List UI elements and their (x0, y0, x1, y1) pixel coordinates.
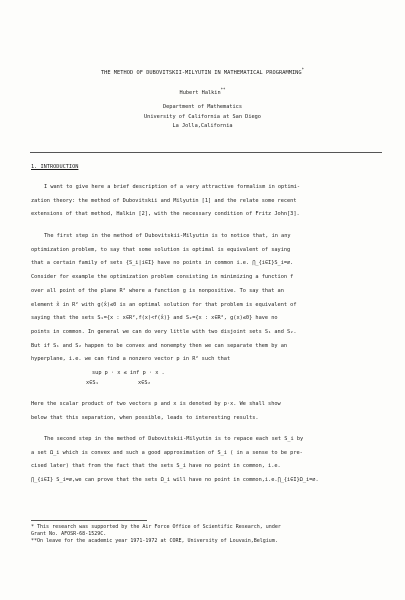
author-footnote-mark: ** (220, 87, 226, 92)
text-line: hyperplane, i.e. we can find a nonzero vector p in R² such that (31, 356, 231, 363)
equation-main: sup p · x ≤ inf p · x . (92, 370, 165, 376)
equation-sup-domain: x∈S₁ (86, 380, 99, 386)
text-line: ⋂_{i∈I} S_i=∅,we can prove that the sets Ω_i will have no point in common,i.e.⋂_{i∈I}Ω_i=∅. (31, 477, 319, 484)
footnotes (31, 520, 381, 545)
affiliation (0, 103, 405, 132)
paragraph-3 (31, 398, 381, 425)
text-line: But if S₁ and S₂ happen to be convex and nonempty then we can separate them by an (31, 342, 288, 349)
text-line: below that this separation, when possible, leads to interesting results. (31, 414, 259, 421)
text-line: zation theory: the method of Dubovitskii and Milyutin [1] and the relate some recent (31, 197, 297, 204)
paper-title (0, 66, 405, 77)
affiliation-line: La Jolla,California (172, 123, 233, 129)
footnote-line: * This research was supported by the Air Force Office of Scientific Research, under (31, 524, 281, 530)
footnote-divider (31, 520, 147, 521)
text-line: a set Ω_i which is convex and such a good approximation of S_i ( in a sense to be pre- (31, 449, 303, 456)
text-line: points in common. In general we can do very little with two disjoint sets S₁ and S₂. (31, 328, 297, 335)
text-line: saying that the sets S₁={x : x∈R²,f(x)<f(x̂)} and S₂={x : x∈R², g(x)≤0} have no (31, 315, 278, 322)
title-block (0, 66, 405, 132)
footnote-line: Grant No. AFOSR-68-1529C. (31, 531, 107, 537)
title-footnote-mark: * (301, 67, 305, 72)
text-line: Consider for example the optimization problem consisting in minimizing a function f (31, 274, 294, 281)
text-line: that a certain family of sets {S_i|i∈I} have no points in common i.e. ⋂_{i∈I}S_i=∅. (31, 260, 294, 267)
paper-title-text: THE METHOD OF DUBOVITSKII-MILYUTIN IN MATHEMATICAL PROGRAMMING (100, 70, 302, 76)
text-line: The second step in the method of Dubovitskii-Milyutin is to repace each set S_i by (44, 436, 304, 442)
section-heading: 1. INTRODUCTION (31, 164, 79, 170)
affiliation-line: University of California at San Diego (144, 113, 261, 120)
author-name (0, 86, 405, 97)
text-line: over all point of the plane R² where a function g is nonpositive. To say that an (31, 287, 284, 294)
header-divider (30, 152, 382, 153)
paragraph-2 (31, 230, 381, 367)
text-line: Here the scalar product of two vectors p and x is denoted by p·x. We shall show (31, 401, 281, 407)
text-line: I want to give here a brief description of a very attractive formalism in optimi- (44, 184, 301, 190)
equation-inf-domain: x∈S₂ (138, 380, 151, 386)
text-line: extensions of that method, Halkin [2], with the necessary condition of Fritz John[3]. (31, 211, 300, 218)
text-line: The first step in the method of Dubovitskii-Milyutin is to notice that, in any (44, 233, 291, 239)
affiliation-line: Department of Mathematics (162, 104, 243, 110)
text-line: cised later) that from the fact that the sets S_i have no point in common, i.e. (31, 463, 281, 470)
paragraph-1 (31, 181, 381, 222)
footnote-line: **On leave for the academic year 1971-1972 at CORE, University of Louvain,Belgium. (31, 538, 278, 544)
text-line: optimization problem, to say that some solution is optimal is equivalent of saying (31, 246, 291, 253)
paragraph-4 (31, 433, 381, 488)
text-line: element x̂ in R² with g(x̂)≤0 is an optimal solution for that problem is equivalent of (31, 301, 297, 308)
author-name-text: Hubert Halkin (179, 90, 221, 96)
